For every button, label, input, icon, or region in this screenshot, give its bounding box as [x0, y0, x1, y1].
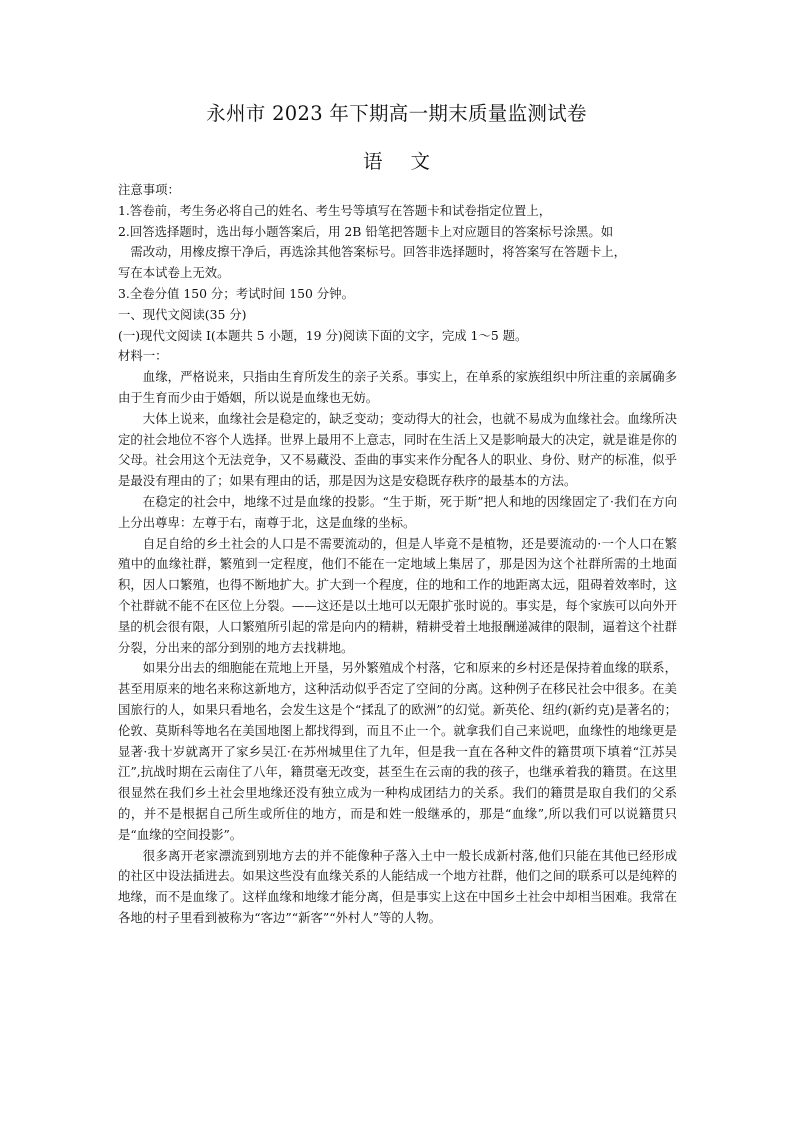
- subsection-heading: (一)现代文阅读 I(本题共 5 小题，19 分)阅读下面的文字，完成 1～5 题。: [118, 327, 528, 343]
- notice-item-1: 1.答卷前，考生务必将自己的姓名、考生号等填写在答题卡和试卷指定位置上，: [118, 202, 552, 218]
- paragraph-4: 自足自给的乡土社会的人口是不需要流动的，但是人毕竟不是植物，还是要流动的·一个人口在繁殖中的血缘社群，繁殖到一定程度，他们不能在一定地域上集居了，那是因为这个社群所需的土地面积，因人口繁殖，也得不断地扩大。扩大到一个程度，住的地和工作的地距离太远，阻碍着效率时，这个社群就不能不在区位上分裂。——这还是以土地可以无限扩张时说的。事实是，每个家族可以向外开垦的机会很有限，人口繁殖所引起的常是向内的精耕，精耕受着土地报酬递减律的限制，逼着这个社群分裂，分出来的部分到别的地方去找耕地。: [118, 535, 677, 655]
- exam-title: 永州市 2023 年下期高一期末质量监测试卷: [206, 102, 587, 125]
- paragraph-3: 在稳定的社会中，地缘不过是血缘的投影。“生于斯，死于斯”把人和地的因缘固定了·我们在方向上分出尊卑：左尊于右，南尊于北，这是血缘的坐标。: [118, 493, 677, 530]
- notice-heading: 注意事项：: [118, 182, 180, 197]
- section-heading: 一、现代文阅读(35 分): [118, 306, 247, 322]
- paragraph-2: 大体上说来，血缘社会是稳定的，缺乏变动；变动得大的社会，也就不易成为血缘社会。血缘所决定的社会地位不容个人选择。世界上最用不上意志，同时在生活上又是影响最大的决定，就是谁是你的父母。社会用这个无法竞争，又不易藏没、歪曲的事实来作分配各人的职业、身份、财产的标准，似乎是最没有理由的了；如果有理由的话，那是因为这是安稳既存秩序的最基本的方法。: [118, 410, 677, 489]
- subject-title: 语文: [362, 150, 458, 173]
- material-label: 材料一：: [118, 348, 168, 364]
- notice-item-2c: 写在本试卷上无效。: [118, 265, 230, 281]
- exam-body: [118, 180, 677, 929]
- paragraph-6: 很多离开老家漂流到别地方去的并不能像种子落入土中一般长成新村落,他们只能在其他已经形成的社区中设法插进去。如果这些没有血缘关系的人能结成一个地方社群，他们之间的联系可以是纯粹的地缘，而不是血缘了。这样血缘和地缘才能分离，但是事实上这在中国乡土社会中却相当困难。我常在各地的村子里看到被称为“客边”“新客”“外村人”等的人物。: [118, 847, 677, 925]
- paragraph-5: 如果分出去的细胞能在荒地上开垦，另外繁殖成个村落，它和原来的乡村还是保持着血缘的联系，甚至用原来的地名来称这新地方，这种活动似乎否定了空间的分离。这种例子在移民社会中很多。在美国旅行的人，如果只看地名，会发生这是个“揉乱了的欧洲”的幻觉。新英伦、纽约(新约克)是著名的；伦敦、莫斯科等地名在美国地图上都找得到，而且不止一个。就拿我们自己来说吧，血缘性的地缘更是显著·我十岁就离开了家乡吴江·在苏州城里住了九年，但是我一直在各种文件的籍贯项下填着“江苏吴江”,抗战时期在云南住了八年，籍贯毫无改变，甚至生在云南的我的孩子，也继承着我的籍贯。在这里很显然在我们乡土社会里地缘还没有独立成为一种构成团结力的关系。我们的籍贯是取自我们的父系的，并不是根据自己所生或所住的地方，而是和姓一般继承的，那是“血缘”,所以我们可以说籍贯只是“血缘的空间投影”。: [118, 660, 677, 842]
- paragraph-1: 血缘，严格说来，只指由生育所发生的亲子关系。事实上，在单系的家族组织中所注重的亲属确多由于生育而少由于婚姻，所以说是血缘也无妨。: [118, 369, 677, 405]
- notice-item-3: 3.全卷分值 150 分；考试时间 150 分钟。: [118, 285, 354, 301]
- notice-item-2a: 2.回答选择题时，选出每小题答案后，用 2B 铅笔把答题卡上对应题目的答案标号涂黑。如: [118, 223, 614, 239]
- notice-item-2b: 需改动，用橡皮擦干净后，再选涂其他答案标号。回答非选择题时，将答案写在答题卡上，: [130, 244, 627, 260]
